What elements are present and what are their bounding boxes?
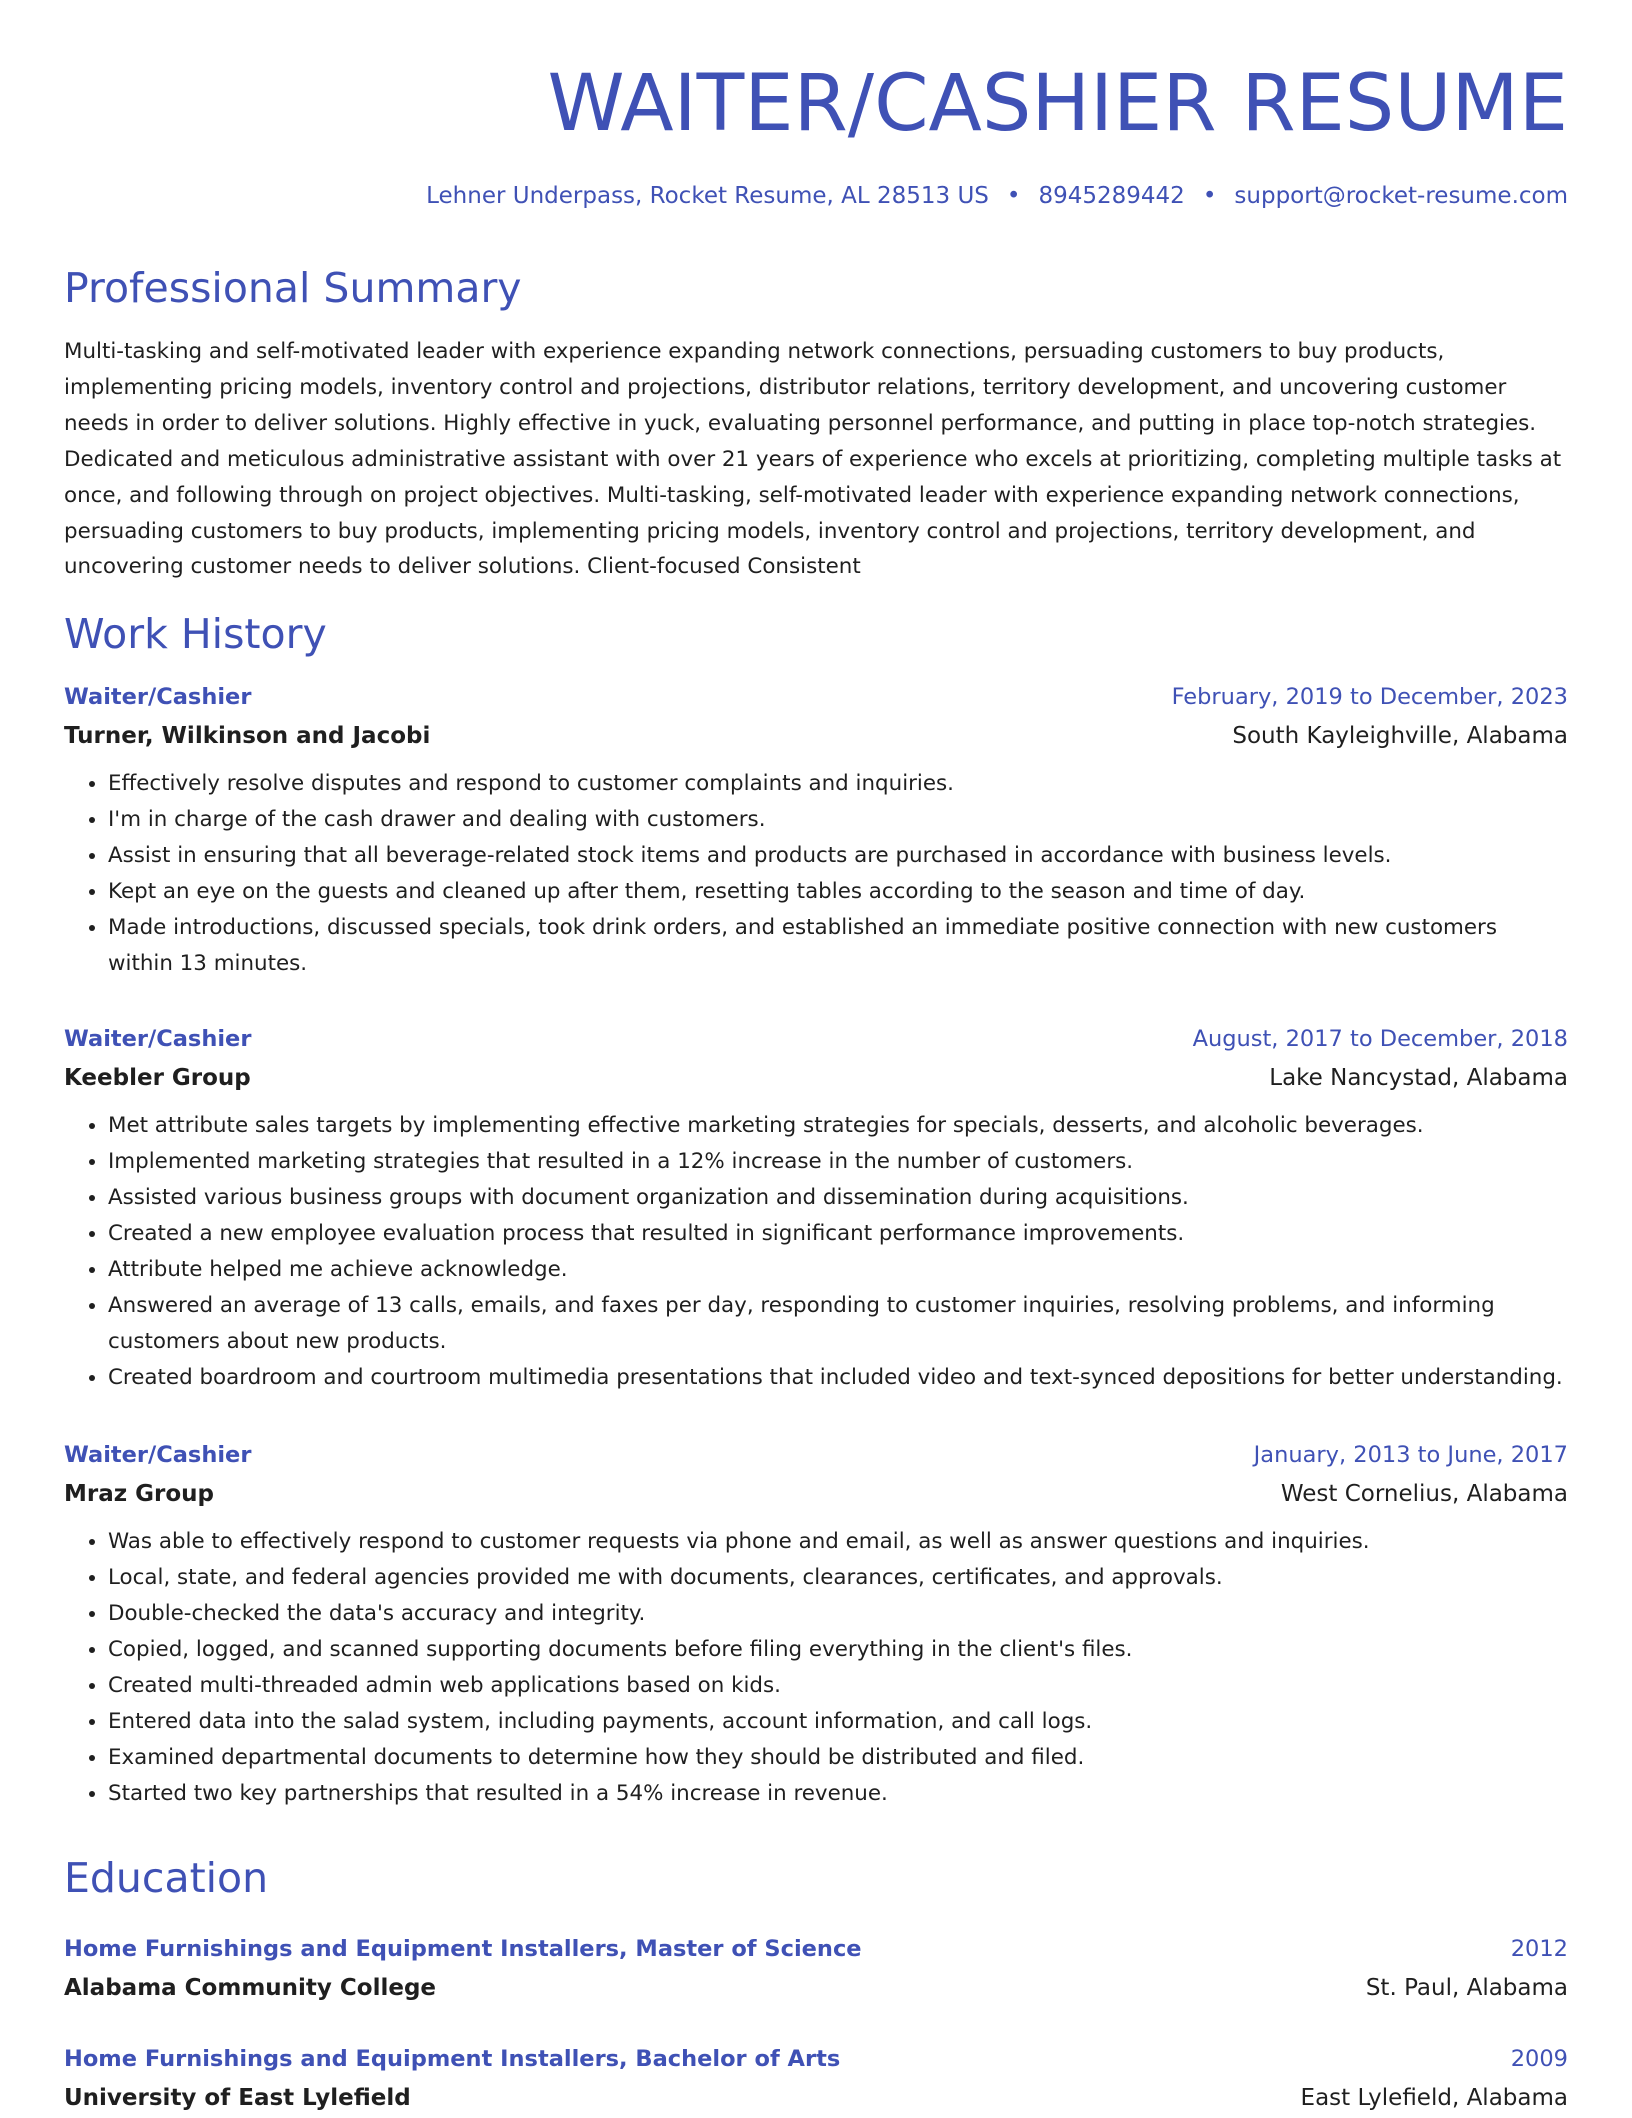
education-entry bbox=[64, 1930, 1568, 2008]
education-school: University of East Lylefield bbox=[64, 2085, 411, 2111]
list-item: • I'm in charge of the cash drawer and dealing with customers. bbox=[108, 802, 1568, 838]
contact-separator: • bbox=[1202, 183, 1217, 209]
list-item: • Assisted various business groups with document organization and dissemination during acquisitions. bbox=[108, 1180, 1568, 1216]
education-degree: Home Furnishings and Equipment Installers, Bachelor of Arts bbox=[64, 2046, 841, 2072]
contact-line bbox=[426, 180, 1568, 212]
job-location: West Cornelius, Alabama bbox=[1280, 1481, 1568, 1507]
job-location: Lake Nancystad, Alabama bbox=[1269, 1065, 1568, 1091]
education-location: East Lylefield, Alabama bbox=[1300, 2085, 1568, 2111]
list-item: • Assist in ensuring that all beverage-related stock items and products are purchased in accordance with business levels. bbox=[108, 838, 1568, 874]
list-item: • Effectively resolve disputes and respond to customer complaints and inquiries. bbox=[108, 766, 1568, 802]
list-item: • Answered an average of 13 calls, emails, and faxes per day, responding to customer inquiries, resolving problems, and informing customers about new products. bbox=[108, 1288, 1568, 1360]
job-title: Waiter/Cashier bbox=[64, 684, 252, 710]
list-item: • Met attribute sales targets by implementing effective marketing strategies for specials, desserts, and alcoholic beverages. bbox=[108, 1108, 1568, 1144]
list-item: • Was able to effectively respond to customer requests via phone and email, as well as answer questions and inquiries. bbox=[108, 1524, 1568, 1560]
contact-address: Lehner Underpass, Rocket Resume, AL 28513 US bbox=[426, 183, 989, 209]
list-item: • Examined departmental documents to determine how they should be distributed and filed. bbox=[108, 1740, 1568, 1776]
education-heading: Education bbox=[64, 1854, 269, 1902]
education-school: Alabama Community College bbox=[64, 1975, 437, 2001]
summary-text: Multi-tasking and self-motivated leader with experience expanding network connections, persuading customers to buy products, implementing pricing models, inventory control and projections, distributor relations, territory development, and uncovering customer needs in order to deliver solutions. Highly effective in yuck, evaluating personnel performance, and putting in place top-notch strategies. Dedicated and meticulous administrative assistant with over 21 years of experience who excels at prioritizing, completing multiple tasks at once, and following through on project objectives. Multi-tasking, self-motivated leader with experience expanding network connections, persuading customers to buy products, implementing pricing models, inventory control and projections, territory development, and uncovering customer needs to deliver solutions. Client-focused Consistent bbox=[64, 339, 1562, 580]
resume-title: WAITER/CASHIER RESUME bbox=[547, 59, 1568, 149]
list-item: • Created boardroom and courtroom multimedia presentations that included video and text-synced depositions for better understanding. bbox=[108, 1360, 1568, 1396]
education-year: 2009 bbox=[1510, 2046, 1568, 2072]
job-location: South Kayleighville, Alabama bbox=[1232, 723, 1568, 749]
education-location: St. Paul, Alabama bbox=[1365, 1975, 1568, 2001]
list-item: • Implemented marketing strategies that resulted in a 12% increase in the number of customers. bbox=[108, 1144, 1568, 1180]
list-item: • Made introductions, discussed specials, took drink orders, and established an immediate positive connection with new customers within 13 minutes. bbox=[108, 910, 1568, 982]
list-item: • Started two key partnerships that resulted in a 54% increase in revenue. bbox=[108, 1776, 1568, 1812]
job-dates: February, 2019 to December, 2023 bbox=[1171, 684, 1568, 710]
education-degree: Home Furnishings and Equipment Installers, Master of Science bbox=[64, 1936, 862, 1962]
job-entry bbox=[64, 1436, 1568, 1812]
job-company: Mraz Group bbox=[64, 1481, 215, 1507]
contact-phone: 8945289442 bbox=[1038, 183, 1185, 209]
list-item: • Double-checked the data's accuracy and integrity. bbox=[108, 1596, 1568, 1632]
job-dates: August, 2017 to December, 2018 bbox=[1192, 1026, 1568, 1052]
list-item: • Attribute helped me achieve acknowledge. bbox=[108, 1252, 1568, 1288]
job-title: Waiter/Cashier bbox=[64, 1026, 252, 1052]
list-item: • Local, state, and federal agencies provided me with documents, clearances, certificates, and approvals. bbox=[108, 1560, 1568, 1596]
list-item: • Created a new employee evaluation process that resulted in significant performance improvements. bbox=[108, 1216, 1568, 1252]
contact-email: support@rocket-resume.com bbox=[1234, 183, 1568, 209]
job-entry bbox=[64, 678, 1568, 982]
job-dates: January, 2013 to June, 2017 bbox=[1253, 1442, 1568, 1468]
education-year: 2012 bbox=[1510, 1936, 1568, 1962]
job-title: Waiter/Cashier bbox=[64, 1442, 252, 1468]
contact-separator: • bbox=[1006, 183, 1021, 209]
job-bullets bbox=[64, 766, 1568, 982]
list-item: • Entered data into the salad system, including payments, account information, and call logs. bbox=[108, 1704, 1568, 1740]
job-company: Turner, Wilkinson and Jacobi bbox=[64, 723, 431, 749]
job-company: Keebler Group bbox=[64, 1065, 251, 1091]
job-entry bbox=[64, 1020, 1568, 1396]
job-bullets bbox=[64, 1524, 1568, 1812]
list-item: • Created multi-threaded admin web applications based on kids. bbox=[108, 1668, 1568, 1704]
education-entry bbox=[64, 2040, 1568, 2118]
job-bullets bbox=[64, 1108, 1568, 1396]
work-history-heading: Work History bbox=[64, 610, 327, 658]
list-item: • Copied, logged, and scanned supporting documents before filing everything in the client's files. bbox=[108, 1632, 1568, 1668]
summary-heading: Professional Summary bbox=[64, 264, 522, 312]
list-item: • Kept an eye on the guests and cleaned up after them, resetting tables according to the season and time of day. bbox=[108, 874, 1568, 910]
